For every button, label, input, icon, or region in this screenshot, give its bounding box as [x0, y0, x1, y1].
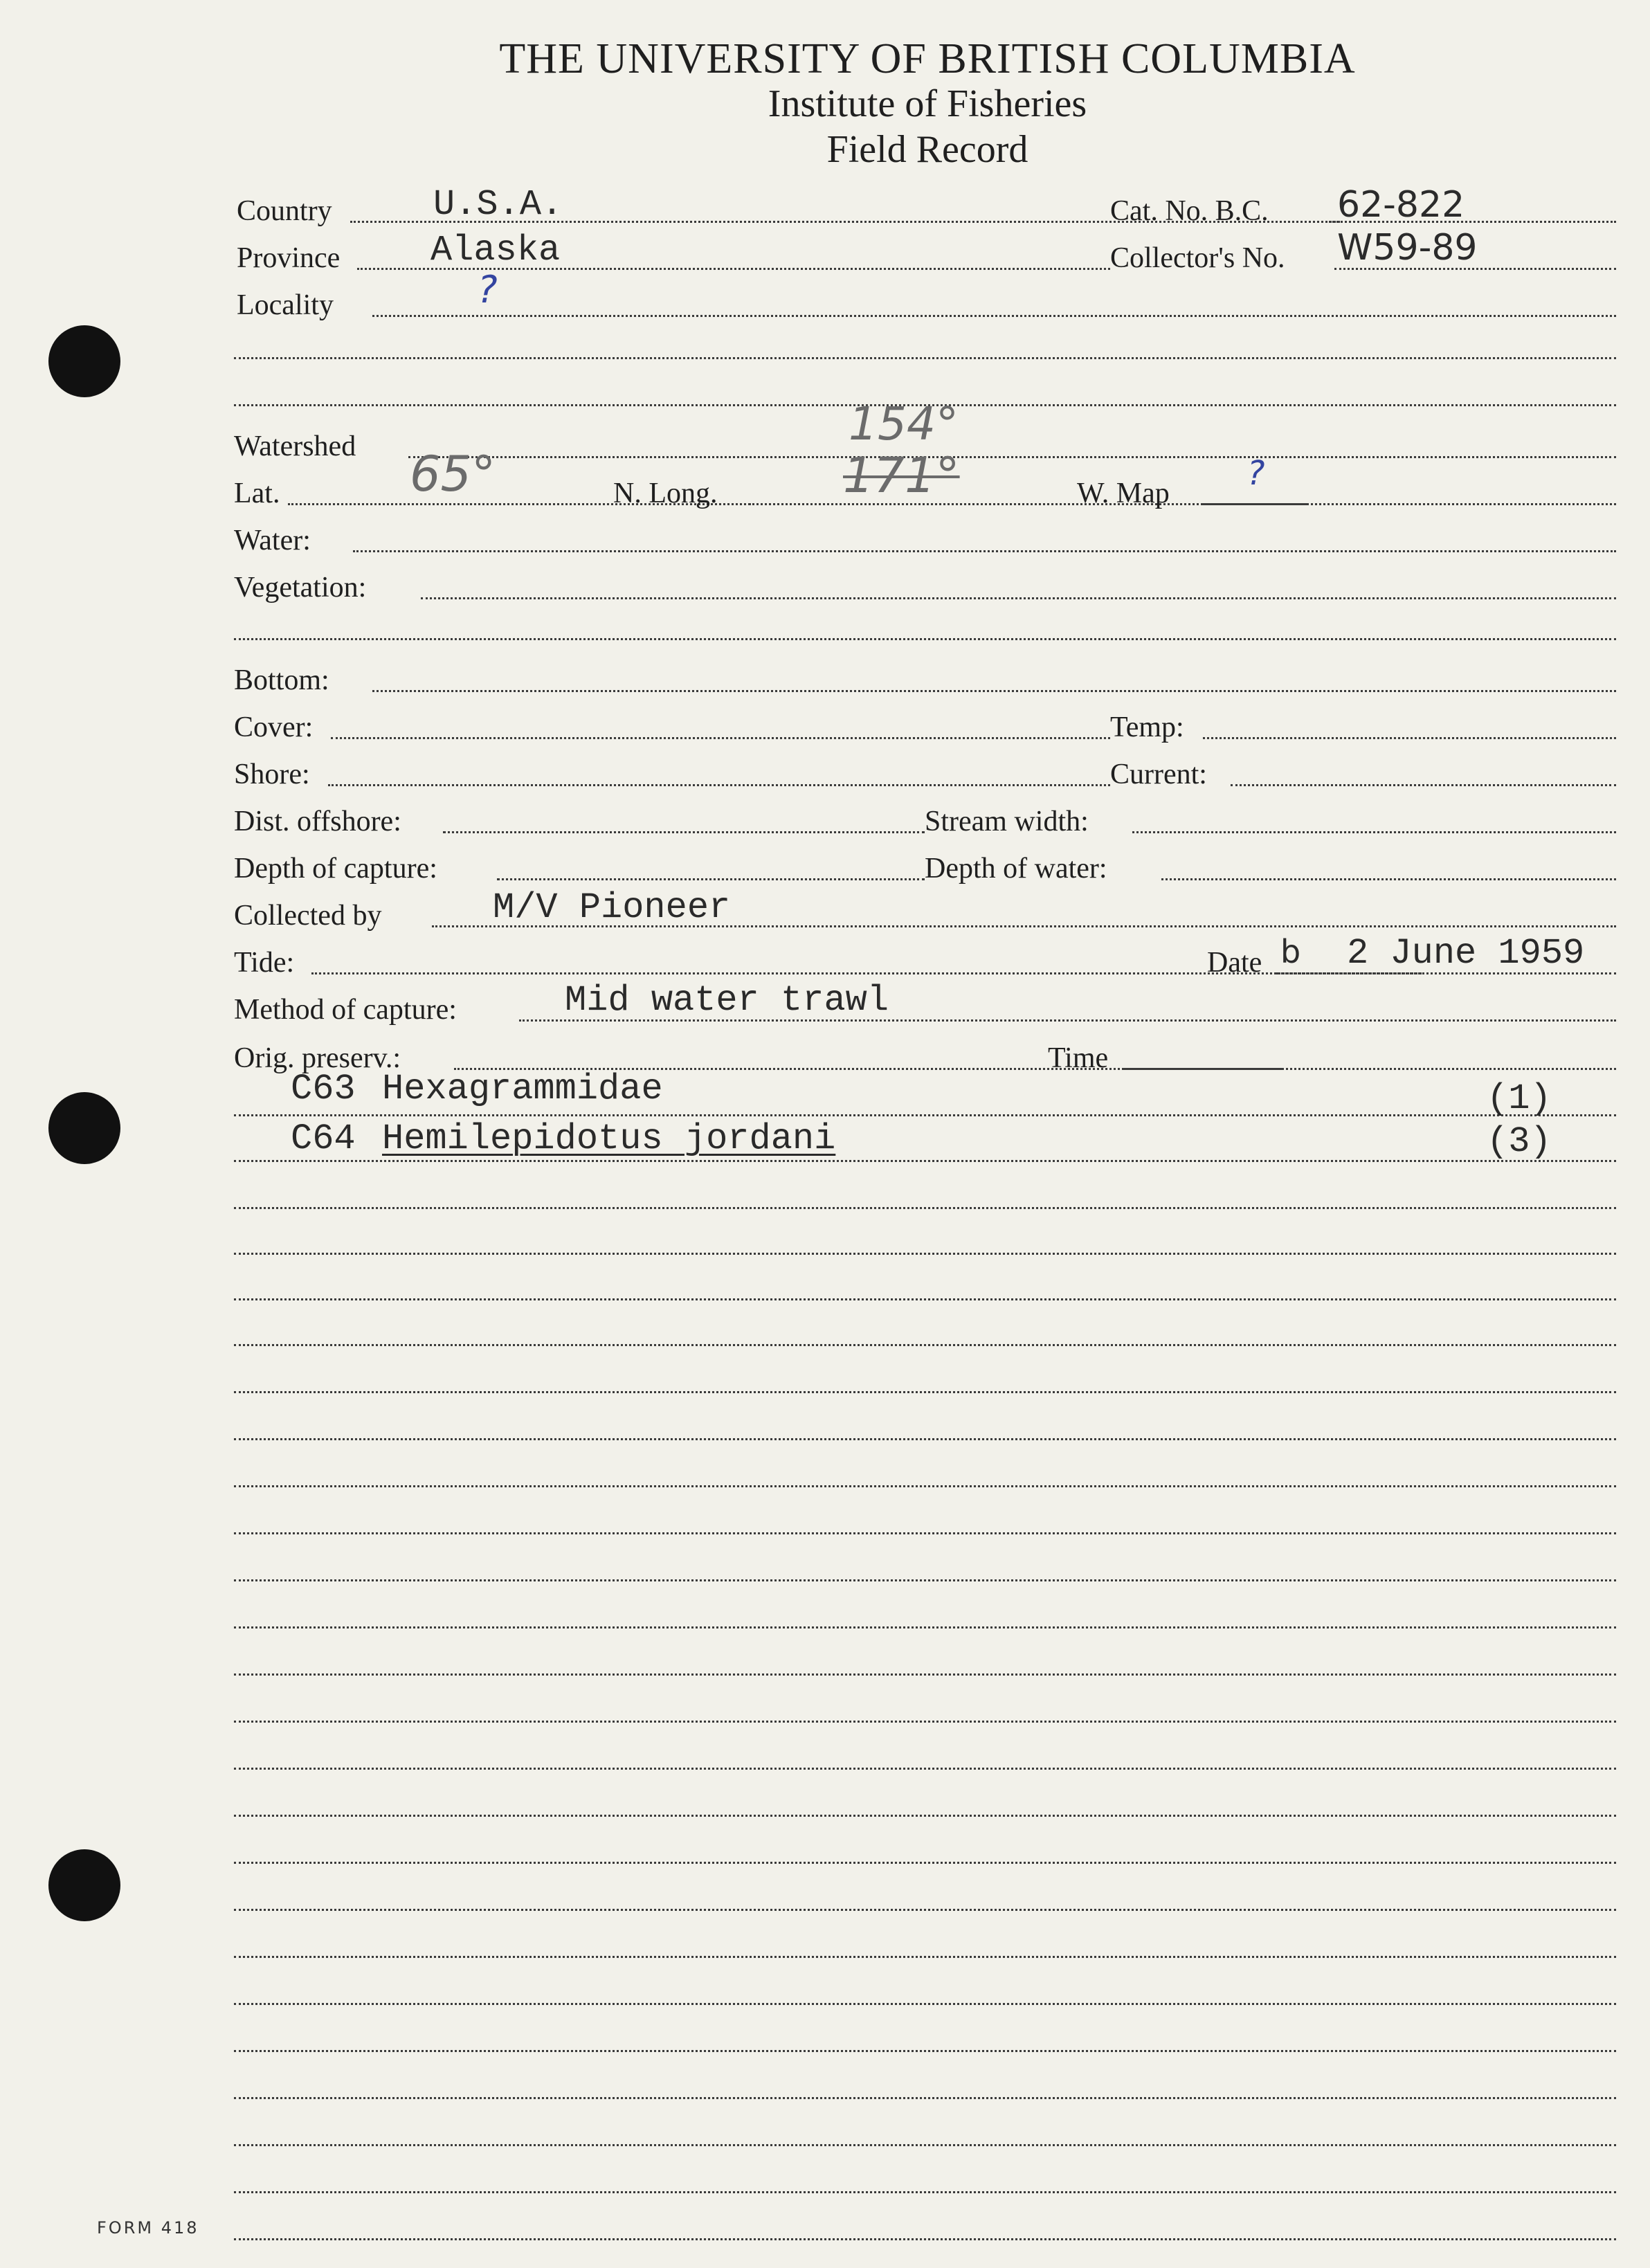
cat-no-label: Cat. No. B.C.: [1110, 195, 1269, 227]
ruled-line: [234, 1815, 1616, 1817]
watershed-label: Watershed: [234, 430, 356, 462]
vegetation-label: Vegetation:: [234, 572, 367, 604]
ruled-line: [234, 1909, 1616, 1911]
province-value: Alaska: [430, 230, 561, 271]
punch-hole-middle: [48, 1092, 120, 1164]
water-label: Water:: [234, 525, 311, 556]
stream-width-label: Stream width:: [925, 806, 1089, 837]
specimen-count: (3): [1487, 1121, 1552, 1162]
map-value: ?: [1247, 454, 1265, 493]
ruled-line: [234, 1673, 1616, 1676]
bottom-label: Bottom:: [234, 664, 329, 696]
longitude-original-value: 171°: [843, 447, 960, 504]
row-orig-preserv: [234, 1031, 1616, 1073]
ruled-line: [234, 1207, 1616, 1209]
cat-no-value: 62-822: [1337, 184, 1465, 226]
longitude-corrected-value: 154°: [849, 397, 959, 451]
temp-label: Temp:: [1110, 711, 1184, 743]
row-method: [234, 980, 1616, 1026]
ruled-line: [234, 2144, 1616, 2146]
specimen-count: (1): [1487, 1078, 1552, 1119]
ruled-line: [234, 1344, 1616, 1346]
time-label: Time: [1048, 1042, 1109, 1074]
ruled-line: [234, 1862, 1616, 1864]
tide-label: Tide:: [234, 947, 295, 979]
locality-line-2: [234, 357, 1616, 359]
specimen-line-1: [234, 1114, 1616, 1116]
ruled-line: [234, 1532, 1616, 1534]
row-collected-by: [234, 889, 1616, 930]
ruled-line: [234, 2003, 1616, 2005]
punch-hole-bottom: [48, 1849, 120, 1921]
w-map-label: W. Map: [1077, 478, 1170, 509]
date-prefix: b: [1280, 933, 1301, 970]
current-label: Current:: [1110, 759, 1207, 790]
row-water: [234, 514, 1616, 555]
depth-water-label: Depth of water:: [925, 853, 1107, 884]
dist-offshore-label: Dist. offshore:: [234, 806, 401, 837]
orig-preserv-label: Orig. preserv.:: [234, 1042, 401, 1074]
row-locality: [234, 278, 1616, 320]
lat-label: Lat.: [234, 478, 280, 509]
specimen-line-2: [234, 1160, 1616, 1162]
ruled-line: [234, 1579, 1616, 1581]
specimen-name: Hemilepidotus jordani: [382, 1118, 836, 1159]
row-depth: [234, 842, 1616, 883]
method-value: Mid water trawl: [565, 980, 889, 1021]
university-title: THE UNIVERSITY OF BRITISH COLUMBIA: [499, 35, 1356, 82]
country-label: Country: [237, 195, 332, 227]
row-vegetation: [234, 561, 1616, 602]
ruled-line: [234, 1253, 1616, 1255]
province-label: Province: [237, 242, 341, 274]
n-long-label: N. Long.: [613, 478, 718, 509]
ruled-line: [234, 1721, 1616, 1723]
specimen-code: C64: [291, 1118, 356, 1159]
locality-label: Locality: [237, 289, 334, 321]
row-cover: [234, 700, 1616, 742]
ruled-line: [234, 1298, 1616, 1300]
depth-capture-label: Depth of capture:: [234, 853, 437, 884]
collected-by-value: M/V Pioneer: [493, 887, 731, 928]
row-dist-offshore: [234, 795, 1616, 836]
form-number: FORM 418: [97, 2218, 199, 2238]
locality-value: ?: [478, 268, 498, 311]
record-title: Field Record: [826, 128, 1028, 171]
ruled-line: [234, 2238, 1616, 2240]
ruled-line: [234, 1956, 1616, 1958]
ruled-line: [234, 1768, 1616, 1770]
institute-title: Institute of Fisheries: [768, 82, 1087, 125]
date-label: Date: [1207, 947, 1262, 979]
ruled-line: [234, 1626, 1616, 1629]
vegetation-line-2: [234, 638, 1616, 640]
shore-label: Shore:: [234, 759, 310, 790]
ruled-line: [234, 2097, 1616, 2099]
specimen-name: Hexagrammidae: [382, 1069, 663, 1109]
collected-by-label: Collected by: [234, 900, 382, 932]
specimen-code: C63: [291, 1069, 356, 1109]
cover-label: Cover:: [234, 711, 314, 743]
punch-hole-top: [48, 325, 120, 397]
date-value: 2 June 1959: [1347, 933, 1585, 974]
ruled-line: [234, 2191, 1616, 2193]
country-value: U.S.A.: [433, 184, 563, 225]
ruled-line: [234, 1485, 1616, 1487]
ruled-line: [234, 1391, 1616, 1393]
row-shore: [234, 747, 1616, 789]
ruled-line: [234, 1438, 1616, 1440]
method-label: Method of capture:: [234, 994, 457, 1026]
row-bottom: [234, 653, 1616, 695]
collectors-no-label: Collector's No.: [1110, 242, 1285, 274]
lat-value: 65°: [410, 446, 496, 502]
ruled-line: [234, 2050, 1616, 2052]
collectors-no-value: W59-89: [1337, 227, 1478, 269]
